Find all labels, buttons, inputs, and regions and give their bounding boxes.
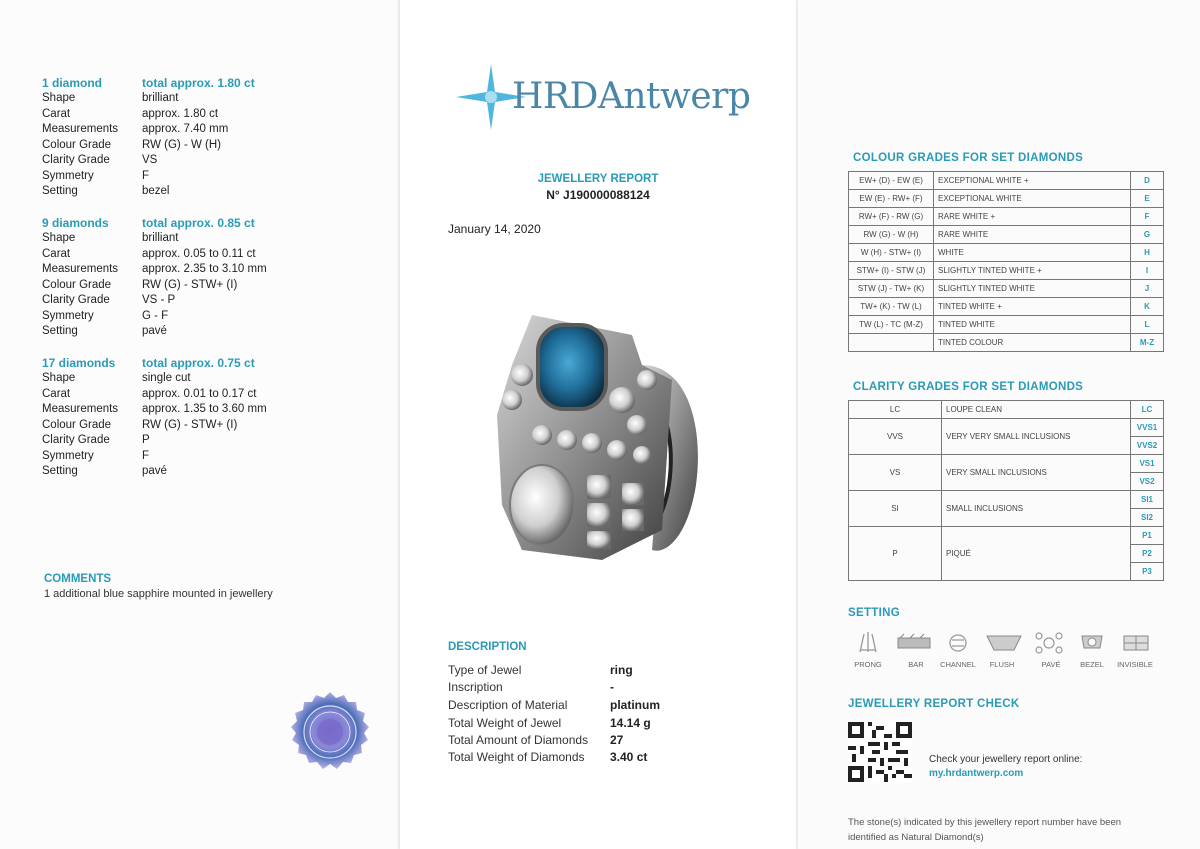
spec-key: Setting <box>42 325 78 337</box>
colour-code: G <box>1131 226 1164 244</box>
colour-desc: SLIGHTLY TINTED WHITE <box>934 280 1131 298</box>
colour-grades-title: COLOUR GRADES FOR SET DIAMONDS <box>853 152 1084 164</box>
colour-range <box>849 334 934 352</box>
table-row <box>849 455 1164 473</box>
table-row <box>849 491 1164 509</box>
spec-key: Measurements <box>42 263 119 275</box>
ring-photo <box>482 305 712 580</box>
desc-value: 14.14 g <box>610 716 651 730</box>
spec-value: RW (G) - STW+ (I) <box>142 418 238 431</box>
setting-label: INVISIBLE <box>1117 660 1153 669</box>
comments-text: 1 additional blue sapphire mounted in jewellery <box>44 588 273 600</box>
spec-value: G - F <box>142 309 169 322</box>
middle-panel <box>400 0 796 849</box>
spec-key: Shape <box>42 232 76 244</box>
colour-desc: RARE WHITE <box>934 226 1131 244</box>
clarity-grades-title: CLARITY GRADES FOR SET DIAMONDS <box>853 381 1084 393</box>
colour-code: M-Z <box>1131 334 1164 352</box>
spec-value: single cut <box>142 372 191 384</box>
clarity-code: P1 <box>1131 527 1164 545</box>
spec-key: Setting <box>42 185 78 197</box>
spec-group-2 <box>42 216 382 340</box>
spec-value: approx. 1.80 ct <box>142 107 219 120</box>
table-row <box>849 280 1164 298</box>
desc-row <box>448 750 778 767</box>
colour-range: EW (E) - RW+ (F) <box>849 190 934 208</box>
desc-key: Total Amount of Diamonds <box>448 733 589 747</box>
colour-desc: TINTED WHITE + <box>934 298 1131 316</box>
spec-value: VS - P <box>142 294 176 306</box>
clarity-grade: P <box>849 527 942 581</box>
clarity-desc: SMALL INCLUSIONS <box>942 491 1131 527</box>
pave-setting-icon <box>1036 633 1062 653</box>
setting-title: SETTING <box>848 607 900 619</box>
table-row <box>849 316 1164 334</box>
table-row <box>849 419 1164 437</box>
setting-label: PRONG <box>854 660 882 669</box>
desc-row <box>448 680 778 697</box>
spec-value: RW (G) - W (H) <box>142 138 221 151</box>
footer-line-2: identified as Natural Diamond(s) <box>848 832 984 843</box>
spec-value: F <box>142 449 150 462</box>
spec-value: pavé <box>142 325 167 337</box>
spec-key: Colour Grade <box>42 138 112 151</box>
report-date: January 14, 2020 <box>448 222 541 236</box>
clarity-code: P3 <box>1131 563 1164 581</box>
channel-setting-icon <box>950 635 966 651</box>
clarity-code: P2 <box>1131 545 1164 563</box>
desc-row <box>448 663 778 680</box>
comments-title: COMMENTS <box>44 573 112 585</box>
bar-setting-icon <box>898 634 930 648</box>
clarity-code: SI1 <box>1131 491 1164 509</box>
spec-key: Carat <box>42 247 71 260</box>
brand-logo-text: HRDAntwerp <box>512 76 751 117</box>
table-row <box>849 401 1164 419</box>
desc-value: platinum <box>610 698 660 712</box>
spec-value: brilliant <box>142 232 179 244</box>
colour-code: H <box>1131 244 1164 262</box>
setting-label: BEZEL <box>1080 660 1104 669</box>
table-row <box>849 226 1164 244</box>
bezel-setting-icon <box>1082 636 1102 648</box>
clarity-code: VVS1 <box>1131 419 1164 437</box>
clarity-desc: VERY SMALL INCLUSIONS <box>942 455 1131 491</box>
group-count: 17 diamonds <box>42 356 116 370</box>
spec-value: F <box>142 169 150 182</box>
table-row <box>849 190 1164 208</box>
desc-key: Type of Jewel <box>448 663 522 677</box>
colour-range: RW+ (F) - RW (G) <box>849 208 934 226</box>
colour-code: E <box>1131 190 1164 208</box>
desc-key: Total Weight of Jewel <box>448 716 562 730</box>
desc-key: Total Weight of Diamonds <box>448 750 585 764</box>
clarity-grade: SI <box>849 491 942 527</box>
table-row <box>849 262 1164 280</box>
desc-row <box>448 716 778 733</box>
colour-desc: EXCEPTIONAL WHITE <box>934 190 1131 208</box>
clarity-code: LC <box>1131 401 1164 419</box>
desc-key: Inscription <box>448 680 503 694</box>
spec-group-3 <box>42 356 382 480</box>
spec-key: Symmetry <box>42 309 94 322</box>
spec-value: approx. 0.01 to 0.17 ct <box>142 387 257 400</box>
colour-code: K <box>1131 298 1164 316</box>
desc-row <box>448 698 778 715</box>
group-count: 9 diamonds <box>42 216 109 230</box>
report-title: JEWELLERY REPORT <box>537 173 659 185</box>
spec-value: P <box>142 434 150 446</box>
spec-value: brilliant <box>142 92 179 104</box>
clarity-grade: VVS <box>849 419 942 455</box>
description-title: DESCRIPTION <box>448 641 527 653</box>
colour-desc: TINTED COLOUR <box>934 334 1131 352</box>
clarity-code: SI2 <box>1131 509 1164 527</box>
setting-label: BAR <box>908 660 924 669</box>
spec-value: approx. 2.35 to 3.10 mm <box>142 263 267 275</box>
clarity-desc: VERY VERY SMALL INCLUSIONS <box>942 419 1131 455</box>
spec-key: Clarity Grade <box>42 154 110 166</box>
group-total: total approx. 1.80 ct <box>142 76 255 90</box>
table-row <box>849 334 1164 352</box>
table-row <box>849 208 1164 226</box>
prong-setting-icon <box>860 632 876 652</box>
clarity-grade: LC <box>849 401 942 419</box>
invisible-setting-icon <box>1124 636 1148 650</box>
colour-range: STW+ (I) - STW (J) <box>849 262 934 280</box>
colour-range: EW+ (D) - EW (E) <box>849 172 934 190</box>
setting-label: CHANNEL <box>940 660 976 669</box>
hologram-seal-icon <box>288 690 372 774</box>
spec-value: RW (G) - STW+ (I) <box>142 278 238 291</box>
spec-group-1 <box>42 76 382 200</box>
spec-value: pavé <box>142 465 167 477</box>
group-count: 1 diamond <box>42 76 103 90</box>
spec-key: Clarity Grade <box>42 294 110 306</box>
clarity-grades-table <box>848 400 1164 581</box>
clarity-code: VVS2 <box>1131 437 1164 455</box>
spec-key: Shape <box>42 92 76 104</box>
clarity-desc: LOUPE CLEAN <box>942 401 1131 419</box>
spec-key: Setting <box>42 465 78 477</box>
colour-code: L <box>1131 316 1164 334</box>
desc-value: 3.40 ct <box>610 750 648 764</box>
colour-range: W (H) - STW+ (I) <box>849 244 934 262</box>
footer-line-1: The stone(s) indicated by this jewellery report number have been <box>848 817 1122 828</box>
setting-icons <box>854 630 1154 656</box>
spec-key: Symmetry <box>42 169 94 182</box>
colour-desc: WHITE <box>934 244 1131 262</box>
spec-key: Shape <box>42 372 76 384</box>
desc-key: Description of Material <box>448 698 568 712</box>
spec-key: Measurements <box>42 403 119 415</box>
colour-range: STW (J) - TW+ (K) <box>849 280 934 298</box>
spec-key: Carat <box>42 107 71 120</box>
colour-desc: SLIGHTLY TINTED WHITE + <box>934 262 1131 280</box>
clarity-desc: PIQUÉ <box>942 527 1131 581</box>
spec-value: bezel <box>142 185 170 197</box>
right-panel <box>798 0 1200 849</box>
colour-desc: TINTED WHITE <box>934 316 1131 334</box>
colour-code: J <box>1131 280 1164 298</box>
colour-code: D <box>1131 172 1164 190</box>
colour-code: F <box>1131 208 1164 226</box>
colour-grades-table <box>848 171 1164 352</box>
table-row <box>849 244 1164 262</box>
desc-value: - <box>610 680 614 694</box>
table-row <box>849 172 1164 190</box>
setting-label: FLUSH <box>989 660 1015 669</box>
flush-setting-icon <box>987 636 1021 650</box>
spec-key: Clarity Grade <box>42 434 110 446</box>
report-number: N° J190000088124 <box>546 188 650 202</box>
report-check-title: JEWELLERY REPORT CHECK <box>848 698 1020 710</box>
check-text: Check your jewellery report online: <box>929 754 1083 765</box>
spec-value: approx. 0.05 to 0.11 ct <box>142 247 256 260</box>
left-panel <box>0 0 398 849</box>
colour-range: TW (L) - TC (M-Z) <box>849 316 934 334</box>
spec-key: Symmetry <box>42 449 94 462</box>
colour-code: I <box>1131 262 1164 280</box>
setting-label: PAVÉ <box>1041 660 1061 669</box>
check-link[interactable]: my.hrdantwerp.com <box>929 768 1024 779</box>
spec-key: Colour Grade <box>42 418 112 431</box>
clarity-code: VS1 <box>1131 455 1164 473</box>
spec-key: Carat <box>42 387 71 400</box>
desc-row <box>448 733 778 750</box>
group-total: total approx. 0.75 ct <box>142 356 255 370</box>
spec-value: VS <box>142 154 158 166</box>
colour-range: TW+ (K) - TW (L) <box>849 298 934 316</box>
spec-value: approx. 1.35 to 3.60 mm <box>142 403 267 415</box>
spec-key: Measurements <box>42 123 119 135</box>
colour-desc: EXCEPTIONAL WHITE + <box>934 172 1131 190</box>
clarity-grade: VS <box>849 455 942 491</box>
spec-key: Colour Grade <box>42 278 112 291</box>
desc-value: 27 <box>610 733 624 747</box>
group-total: total approx. 0.85 ct <box>142 216 255 230</box>
colour-desc: RARE WHITE + <box>934 208 1131 226</box>
table-row <box>849 527 1164 545</box>
desc-value: ring <box>610 663 633 677</box>
clarity-code: VS2 <box>1131 473 1164 491</box>
qr-code[interactable] <box>848 722 912 782</box>
spec-value: approx. 7.40 mm <box>142 123 229 135</box>
table-row <box>849 298 1164 316</box>
colour-range: RW (G) - W (H) <box>849 226 934 244</box>
